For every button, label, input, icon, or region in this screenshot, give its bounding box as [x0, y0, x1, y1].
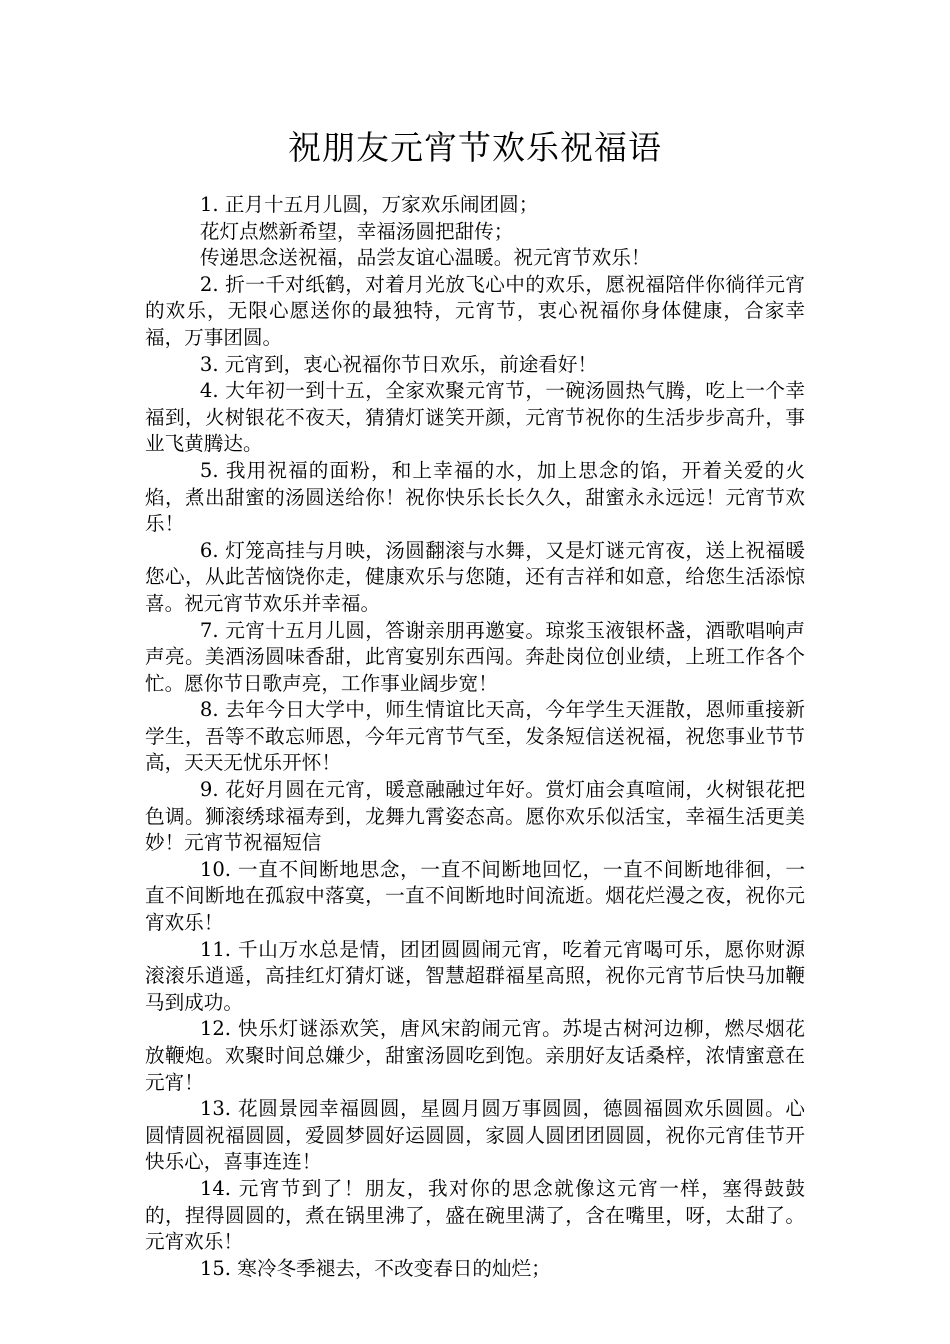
document-title: 祝朋友元宵节欢乐祝福语 — [288, 128, 662, 167]
paragraph: 12. 快乐灯谜添欢笑，唐风宋韵闹元宵。苏堤古树河边柳，燃尽烟花放鞭炮。欢聚时间总嫌少，甜蜜汤圆吃到饱。亲朋好友话桑梓，浓情蜜意在元宵！ — [145, 1017, 805, 1094]
paragraph: 1. 正月十五月儿圆，万家欢乐闹团圆； — [199, 193, 539, 216]
paragraph: 花灯点燃新希望，幸福汤圆把甜传； — [199, 219, 514, 243]
paragraph: 6. 灯笼高挂与月映，汤圆翻滚与水舞，又是灯谜元宵夜，送上祝福暖您心，从此苦恼饶你走，健康欢乐与您随，还有吉祥和如意，给您生活添惊喜。祝元宵节欢乐并幸福。 — [145, 538, 805, 615]
paragraph: 传递思念送祝福，品尝友谊心温暖。祝元宵节欢乐！ — [199, 246, 651, 270]
paragraph: 4. 大年初一到十五，全家欢聚元宵节，一碗汤圆热气腾，吃上一个幸福到，火树银花不夜天，猜猜灯谜笑开颜，元宵节祝你的生活步步高升，事业飞黄腾达。 — [145, 379, 805, 456]
paragraph: 8. 去年今日大学中，师生情谊比天高，今年学生天涯散，恩师重接新学生，吾等不敢忘师恩，今年元宵节气至，发条短信送祝福，祝您事业节节高，天天无忧乐开怀！ — [145, 698, 805, 775]
paragraph: 15. 寒冷冬季褪去，不改变春日的灿烂； — [199, 1256, 551, 1280]
paragraph: 7. 元宵十五月儿圆，答谢亲朋再邀宴。琼浆玉液银杯盏，酒歌唱响声声亮。美酒汤圆味香甜，此宵宴别东西闯。奔赴岗位创业绩，上班工作各个忙。愿你节日歌声亮，工作事业阔步宽！ — [145, 618, 805, 695]
paragraph: 5. 我用祝福的面粉，和上幸福的水，加上思念的馅，开着关爱的火焰，煮出甜蜜的汤圆送给你！祝你快乐长长久久，甜蜜永永远远！元宵节欢乐！ — [145, 458, 805, 536]
paragraph: 11. 千山万水总是情，团团圆圆闹元宵，吃着元宵喝可乐，愿你财源滚滚乐逍遥，高挂红灯猜灯谜，智慧超群福星高照，祝你元宵节后快马加鞭马到成功。 — [145, 937, 805, 1014]
paragraph: 10. 一直不间断地思念，一直不间断地回忆，一直不间断地徘徊，一直不间断地在孤寂中落寞，一直不间断地时间流逝。烟花烂漫之夜，祝你元宵欢乐！ — [145, 857, 805, 935]
paragraph: 9. 花好月圆在元宵，暖意融融过年好。赏灯庙会真喧闹，火树银花把色调。狮滚绣球福寿到，龙舞九霄姿态高。愿你欢乐似活宝，幸福生活更美妙！元宵节祝福短信 — [145, 778, 805, 855]
paragraph: 2. 折一千对纸鹤，对着月光放飞心中的欢乐，愿祝福陪伴你徜徉元宵的欢乐，无限心愿送你的最独特，元宵节，衷心祝福你身体健康，合家幸福，万事团圆。 — [145, 272, 805, 349]
paragraph: 3. 元宵到，衷心祝福你节日欢乐，前途看好！ — [199, 352, 598, 376]
document-body — [145, 192, 805, 1282]
paragraph: 13. 花圆景园幸福圆圆，星圆月圆万事圆圆，德圆福圆欢乐圆圆。心圆情圆祝福圆圆，爱圆梦圆好运圆圆，家圆人圆团团圆圆，祝你元宵佳节开快乐心，喜事连连！ — [145, 1097, 805, 1174]
paragraph: 14. 元宵节到了！朋友，我对你的思念就像这元宵一样，塞得鼓鼓的，捏得圆圆的，煮在锅里沸了，盛在碗里满了，含在嘴里，呀，太甜了。元宵欢乐！ — [145, 1176, 805, 1254]
